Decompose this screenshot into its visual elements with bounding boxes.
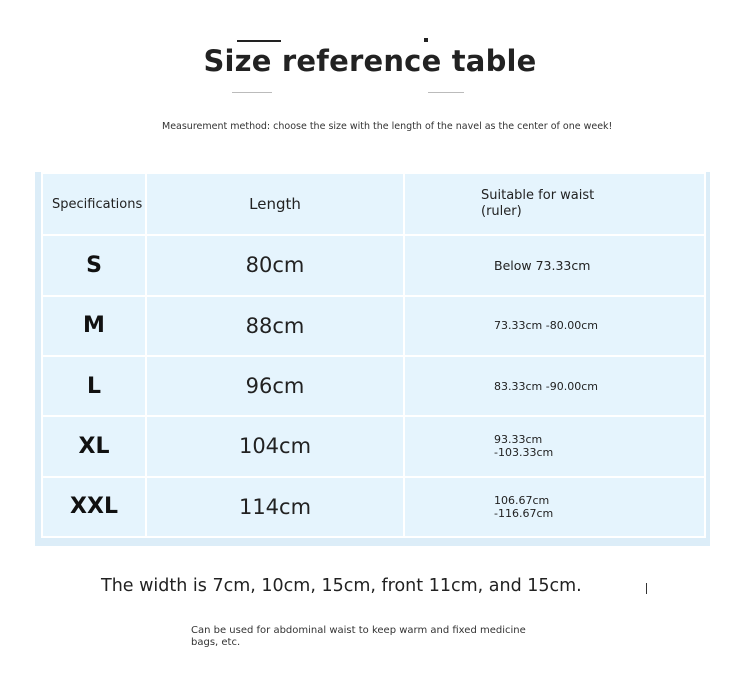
length-cell: 96cm bbox=[146, 356, 404, 416]
waist-cell bbox=[404, 356, 705, 416]
header-waist-line1: Suitable for waist bbox=[481, 188, 595, 204]
header-specifications: Specifications bbox=[42, 173, 146, 235]
length-cell: 80cm bbox=[146, 235, 404, 295]
length-cell: 114cm bbox=[146, 477, 404, 537]
header-waist bbox=[404, 173, 705, 235]
waist-cell-line2: -116.67cm bbox=[494, 506, 554, 520]
waist-cell-line1: 106.67cm bbox=[494, 493, 550, 507]
waist-cell-line2: -103.33cm bbox=[494, 446, 554, 460]
table-row bbox=[42, 356, 705, 416]
waist-cell-line1: Below 73.33cm bbox=[494, 257, 591, 273]
page-title: Size reference table bbox=[203, 44, 537, 78]
size-cell: L bbox=[42, 356, 146, 416]
size-cell: M bbox=[42, 296, 146, 356]
waist-cell-line1: 93.33cm bbox=[494, 433, 543, 447]
width-note: The width is 7cm, 10cm, 15cm, front 11cm, and 15cm. bbox=[101, 576, 582, 596]
waist-cell bbox=[404, 477, 705, 537]
table-row bbox=[42, 235, 705, 295]
header-waist-line2: (ruler) bbox=[481, 204, 522, 220]
cursor-mark bbox=[646, 583, 647, 594]
size-cell: XL bbox=[42, 416, 146, 476]
table-row bbox=[42, 296, 705, 356]
usage-note: Can be used for abdominal waist to keep warm and fixed medicine bags, etc. bbox=[191, 625, 526, 648]
title-artifact-top-2 bbox=[424, 38, 428, 42]
title-artifact-bottom bbox=[232, 92, 272, 93]
length-cell: 104cm bbox=[146, 416, 404, 476]
table-row bbox=[42, 477, 705, 537]
table-header-row bbox=[42, 173, 705, 235]
length-cell: 88cm bbox=[146, 296, 404, 356]
waist-cell-line1: 73.33cm -80.00cm bbox=[494, 319, 598, 333]
title-artifact-top bbox=[237, 40, 281, 42]
size-cell: S bbox=[42, 235, 146, 295]
title-artifact-bottom-2 bbox=[428, 92, 464, 93]
waist-cell bbox=[404, 296, 705, 356]
header-length: Length bbox=[146, 173, 404, 235]
waist-cell bbox=[404, 416, 705, 476]
size-table bbox=[41, 172, 706, 538]
table-row bbox=[42, 416, 705, 476]
waist-cell bbox=[404, 235, 705, 295]
size-table-container bbox=[35, 172, 710, 546]
measurement-method-note: Measurement method: choose the size with the length of the navel as the center of one week! bbox=[162, 121, 613, 132]
size-cell: XXL bbox=[42, 477, 146, 537]
waist-cell-line1: 83.33cm -90.00cm bbox=[494, 379, 598, 393]
